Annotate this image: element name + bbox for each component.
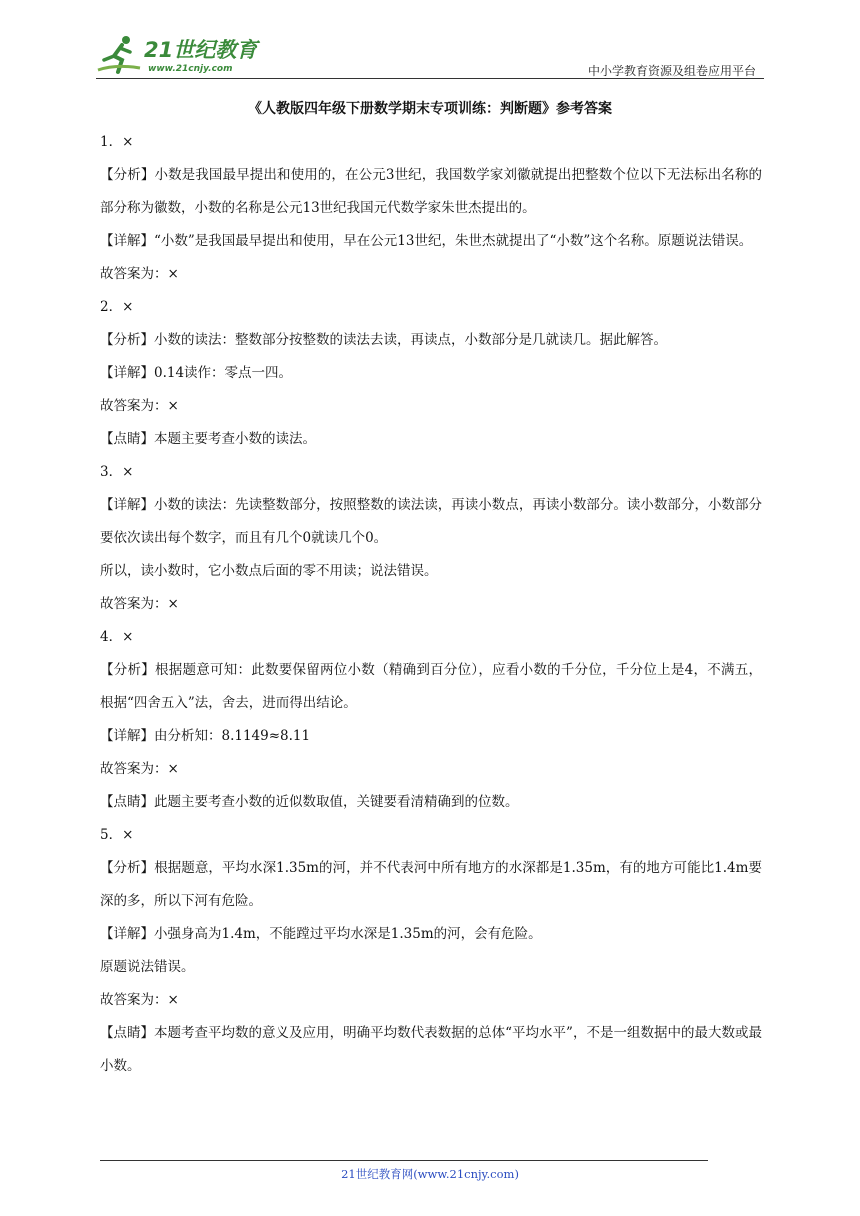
page-header — [96, 30, 764, 80]
answer-line: 【分析】小数的读法：整数部分按整数的读法去读，再读点，小数部分是几就读几。据此解答。 — [100, 332, 667, 348]
page-title: 《人教版四年级下册数学期末专项训练：判断题》参考答案 — [248, 101, 612, 117]
answer-line: 故答案为：× — [100, 596, 179, 612]
logo-url: www.21cnjy.com — [148, 64, 233, 74]
answer-line: 【点睛】本题考查平均数的意义及应用，明确平均数代表数据的总体“平均水平”，不是一组数据中的最大数或最小数。 — [100, 1025, 762, 1074]
answer-line: 1．× — [100, 134, 134, 150]
answer-line: 4．× — [100, 629, 134, 645]
answer-line: 故答案为：× — [100, 266, 179, 282]
answer-line: 【详解】小强身高为1.4m，不能蹚过平均水深是1.35m的河，会有危险。 — [100, 926, 542, 942]
answer-line: 【分析】小数是我国最早提出和使用的，在公元3世纪，我国数学家刘徽就提出把整数个位以下无法标出名称的部分称为徽数，小数的名称是公元13世纪我国元代数学家朱世杰提出的。 — [100, 167, 762, 216]
logo-text: 21世纪教育 — [144, 38, 258, 62]
answer-line: 3．× — [100, 464, 134, 480]
footer-divider — [100, 1160, 708, 1161]
answer-line: 原题说法错误。 — [100, 959, 195, 975]
answer-line: 【详解】0.14读作：零点一四。 — [100, 365, 293, 381]
logo — [96, 34, 266, 78]
answer-line: 【分析】根据题意，平均水深1.35m的河，并不代表河中所有地方的水深都是1.35m，有的地方可能比1.4m要深的多，所以下河有危险。 — [100, 860, 762, 909]
answer-content — [100, 126, 762, 1083]
answer-line: 【点睛】此题主要考查小数的近似数取值，关键要看清精确到的位数。 — [100, 794, 519, 810]
answer-line: 故答案为：× — [100, 398, 179, 414]
answer-line: 2．× — [100, 299, 134, 315]
answer-line: 【详解】由分析知：8.1149≈8.11 — [100, 728, 311, 744]
footer-link[interactable]: 21世纪教育网(www.21cnjy.com) — [341, 1167, 519, 1181]
answer-line: 【分析】根据题意可知：此数要保留两位小数（精确到百分位），应看小数的千分位，千分位上是4，不满五，根据“四舍五入”法，舍去，进而得出结论。 — [100, 662, 762, 711]
answer-line: 故答案为：× — [100, 992, 179, 1008]
header-platform-text: 中小学教育资源及组卷应用平台 — [587, 64, 756, 78]
answer-line: 所以，读小数时，它小数点后面的零不用读；说法错误。 — [100, 563, 438, 579]
answer-line: 5．× — [100, 827, 134, 843]
answer-line: 【详解】“小数”是我国最早提出和使用，早在公元13世纪，朱世杰就提出了“小数”这个名称。原题说法错误。 — [100, 233, 753, 249]
answer-line: 【点睛】本题主要考查小数的读法。 — [100, 431, 316, 447]
header-divider — [96, 78, 764, 79]
runner-logo-icon — [96, 34, 142, 76]
answer-line: 故答案为：× — [100, 761, 179, 777]
answer-line: 【详解】小数的读法：先读整数部分，按照整数的读法读，再读小数点，再读小数部分。读小数部分，小数部分要依次读出每个数字，而且有几个0就读几个0。 — [100, 497, 762, 546]
